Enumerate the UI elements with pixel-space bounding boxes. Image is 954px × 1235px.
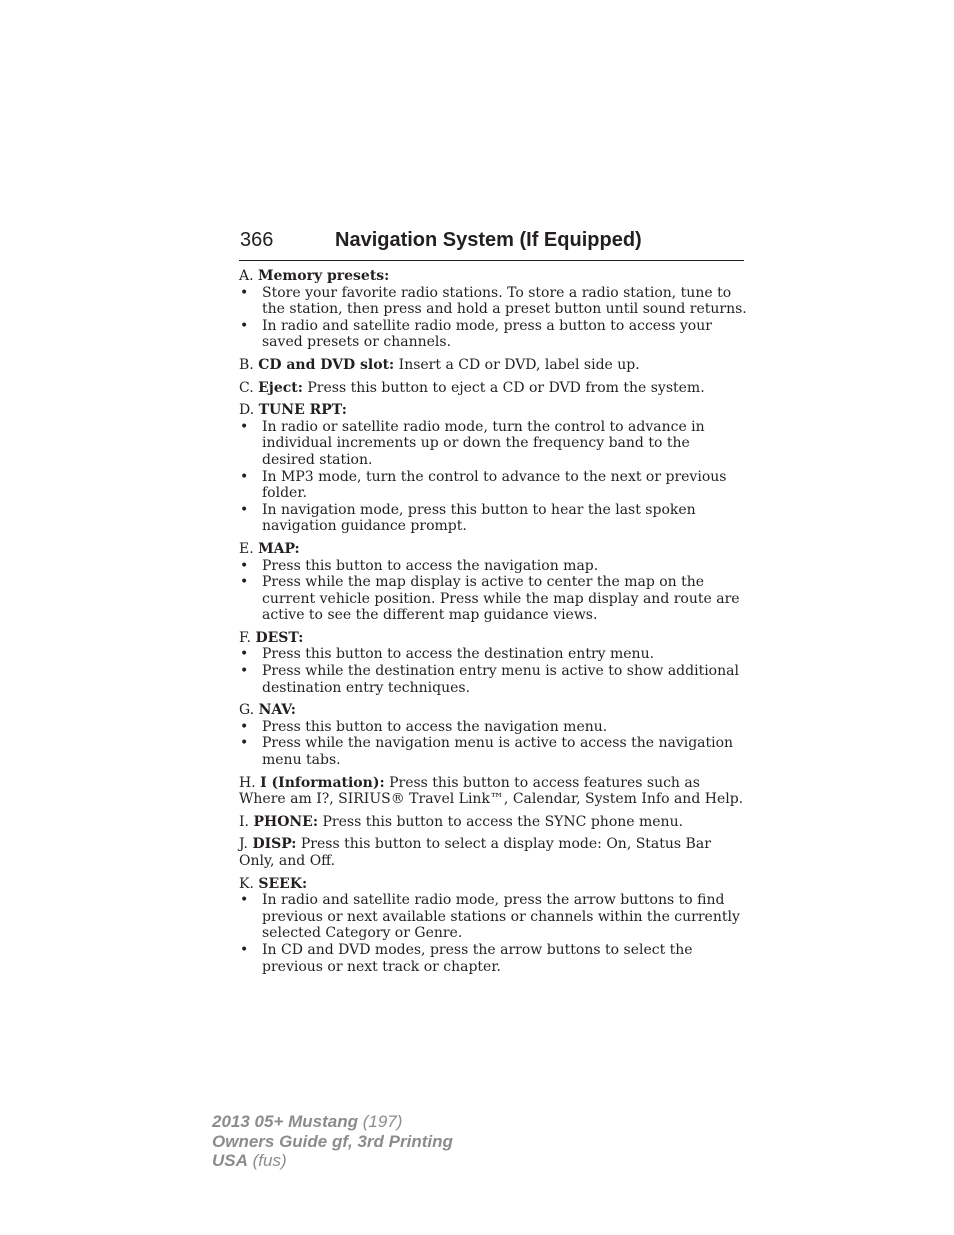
page-footer: [212, 1112, 453, 1171]
bullet-icon: •: [240, 735, 249, 752]
entry-label: MAP:: [258, 540, 300, 557]
bullet-list: [239, 285, 747, 351]
bullet-item: [239, 719, 747, 736]
entry-i: [239, 814, 747, 831]
bullet-icon: •: [240, 663, 249, 680]
bullet-list: [239, 646, 747, 696]
bullet-icon: •: [240, 574, 249, 591]
entry-letter: E.: [239, 540, 254, 557]
entry-h: [239, 775, 747, 808]
bullet-item: [239, 469, 747, 502]
entry-heading: [239, 630, 747, 647]
footer-model-code: (197): [358, 1112, 403, 1131]
bullet-item: [239, 574, 747, 624]
bullet-item: [239, 285, 747, 318]
bullet-text: Press while the navigation menu is active to access the navigation menu tabs.: [262, 735, 734, 769]
bullet-text: Store your favorite radio stations. To store a radio station, tune to the station, then press and hold a preset button until sound returns.: [262, 284, 747, 318]
entry-e: [239, 541, 747, 624]
bullet-icon: •: [240, 317, 249, 334]
entry-letter: J.: [239, 836, 248, 853]
entry-letter: K.: [239, 875, 254, 892]
bullet-icon: •: [240, 557, 249, 574]
bullet-icon: •: [240, 646, 249, 663]
page-content: [239, 268, 747, 981]
bullet-text: Press while the map display is active to center the map on the current vehicle position. Press while the map display and route are active to see the different map guidance views.: [262, 574, 740, 624]
entry-letter: I.: [239, 813, 249, 830]
bullet-icon: •: [240, 284, 249, 301]
entry-heading: [239, 380, 747, 397]
entry-label: I (Information):: [260, 774, 385, 791]
page-number: 366: [240, 229, 274, 251]
bullet-item: [239, 558, 747, 575]
entry-text: Insert a CD or DVD, label side up.: [394, 356, 640, 373]
bullet-text: Press this button to access the navigation menu.: [262, 718, 608, 735]
entry-heading: [239, 402, 747, 419]
entry-letter: H.: [239, 774, 256, 791]
section-title: Navigation System (If Equipped): [335, 229, 642, 251]
bullet-list: [239, 558, 747, 624]
bullet-list: [239, 419, 747, 535]
bullet-text: In radio and satellite radio mode, press a button to access your saved presets or channels.: [262, 317, 712, 351]
footer-guide: Owners Guide gf, 3rd Printing: [212, 1131, 453, 1151]
entry-heading: [239, 836, 747, 869]
entry-g: [239, 702, 747, 768]
entry-label: DISP:: [252, 836, 297, 853]
bullet-text: In radio and satellite radio mode, press the arrow buttons to find previous or next available stations or channels within the currently selected Category or Genre.: [262, 892, 740, 942]
bullet-list: [239, 892, 747, 975]
bullet-item: [239, 663, 747, 696]
bullet-icon: •: [240, 718, 249, 735]
bullet-item: [239, 502, 747, 535]
entry-heading: [239, 702, 747, 719]
entry-text: Press this button to access the SYNC phone menu.: [318, 813, 684, 830]
page-header: [239, 228, 744, 261]
entry-letter: B.: [239, 356, 254, 373]
entry-letter: G.: [239, 702, 255, 719]
bullet-text: Press this button to access the navigation map.: [262, 557, 599, 574]
entry-letter: D.: [239, 402, 255, 419]
entry-heading: [239, 357, 747, 374]
bullet-item: [239, 419, 747, 469]
bullet-text: In MP3 mode, turn the control to advance to the next or previous folder.: [262, 468, 727, 502]
bullet-item: [239, 735, 747, 768]
entry-heading: [239, 775, 747, 808]
entry-k: [239, 876, 747, 976]
entry-c: [239, 380, 747, 397]
bullet-text: In CD and DVD modes, press the arrow buttons to select the previous or next track or chapter.: [262, 941, 693, 975]
bullet-item: [239, 942, 747, 975]
entry-label: Eject:: [258, 379, 303, 396]
bullet-text: In radio or satellite radio mode, turn the control to advance in individual increments up or down the frequency band to the desired station.: [262, 418, 705, 468]
entry-text: Press this button to access features such as Where am I?, SIRIUS® Travel Link™, Calendar, System Info and Help.: [239, 774, 744, 808]
bullet-text: Press this button to access the destination entry menu.: [262, 646, 655, 663]
entry-j: [239, 836, 747, 869]
bullet-list: [239, 719, 747, 769]
bullet-icon: •: [240, 892, 249, 909]
entry-f: [239, 630, 747, 696]
entry-heading: [239, 876, 747, 893]
entry-label: PHONE:: [253, 813, 319, 830]
entry-text: Press this button to select a display mode: On, Status Bar Only, and Off.: [239, 836, 711, 869]
bullet-icon: •: [240, 418, 249, 435]
footer-line-3: [212, 1151, 453, 1171]
entry-label: Memory presets:: [258, 268, 390, 284]
footer-market: USA: [212, 1151, 248, 1170]
entry-label: CD and DVD slot:: [258, 356, 395, 373]
entry-b: [239, 357, 747, 374]
footer-market-code: (fus): [247, 1151, 287, 1170]
bullet-icon: •: [240, 501, 249, 518]
entry-letter: C.: [239, 379, 254, 396]
entry-label: TUNE RPT:: [258, 402, 347, 419]
entry-letter: A.: [239, 268, 254, 284]
entry-text: Press this button to eject a CD or DVD from the system.: [302, 379, 705, 396]
entry-heading: [239, 268, 747, 285]
entry-label: DEST:: [255, 629, 304, 646]
footer-model: 2013 05+ Mustang: [212, 1112, 358, 1131]
bullet-item: [239, 646, 747, 663]
bullet-item: [239, 318, 747, 351]
entry-letter: F.: [239, 629, 251, 646]
entry-heading: [239, 814, 747, 831]
footer-line-2: [212, 1132, 453, 1152]
bullet-icon: •: [240, 941, 249, 958]
entry-label: NAV:: [258, 702, 296, 719]
entry-label: SEEK:: [258, 875, 308, 892]
footer-line-1: [212, 1112, 453, 1132]
bullet-item: [239, 892, 747, 942]
entry-heading: [239, 541, 747, 558]
bullet-text: In navigation mode, press this button to hear the last spoken navigation guidance prompt.: [262, 501, 696, 535]
bullet-icon: •: [240, 468, 249, 485]
entry-a: [239, 268, 747, 351]
bullet-text: Press while the destination entry menu is active to show additional destination entry techniques.: [262, 663, 739, 696]
entry-d: [239, 402, 747, 535]
